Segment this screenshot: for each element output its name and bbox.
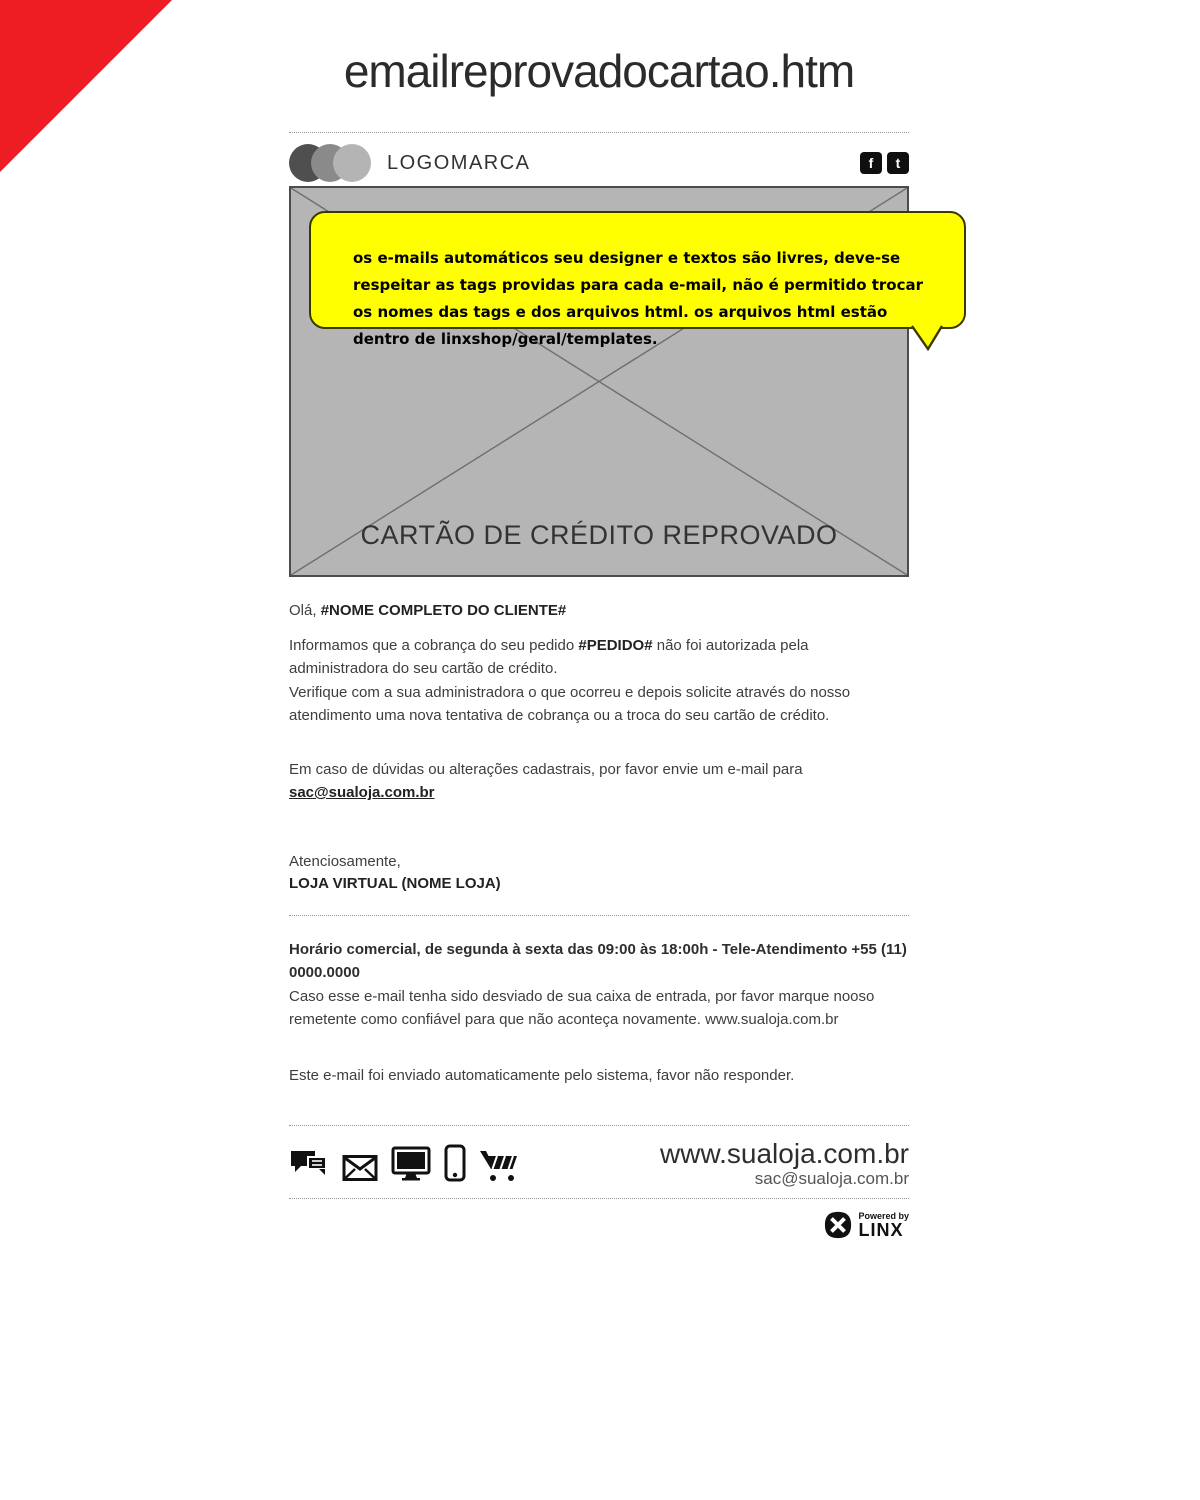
- logo-text: LOGOMARCA: [387, 151, 531, 174]
- body-paragraph: [289, 634, 909, 728]
- ribbon-label: comentado: [0, 178, 106, 284]
- signature-block: [289, 851, 909, 895]
- mail-icon: [342, 1154, 378, 1182]
- facebook-icon[interactable]: f: [860, 152, 882, 174]
- footer-contact: [660, 1139, 909, 1188]
- logo-circle-light: [333, 144, 371, 182]
- powered-text: [858, 1211, 909, 1239]
- p1-before: Informamos que a cobrança do seu pedido: [289, 636, 579, 654]
- footer: [289, 1136, 909, 1190]
- callout-tail-icon: [911, 325, 945, 351]
- divider: [289, 915, 909, 916]
- p1-after: não foi autorizada pela administradora do seu cartão de crédito.: [289, 636, 809, 677]
- powered-by: [289, 1211, 909, 1239]
- linx-logo-icon: [824, 1211, 852, 1239]
- store-signature: LOJA VIRTUAL (NOME LOJA): [289, 874, 501, 892]
- contact-line: [289, 758, 909, 805]
- divider: [289, 1125, 909, 1126]
- twitter-icon[interactable]: t: [887, 152, 909, 174]
- monitor-icon: [391, 1146, 431, 1182]
- phone-icon: [444, 1144, 466, 1182]
- greeting-prefix: Olá,: [289, 602, 321, 619]
- greeting-line: [289, 599, 909, 623]
- linx-brand: LINX: [858, 1220, 904, 1240]
- info-block: [289, 938, 909, 1032]
- spam-notice: Caso esse e-mail tenha sido desviado de sua caixa de entrada, por favor marque nooso remetente como confiável para que não aconteça novamente. www.sualoja.com.br: [289, 987, 875, 1028]
- sac-email-link[interactable]: sac@sualoja.com.br: [289, 784, 435, 801]
- hero-caption: CARTÃO DE CRÉDITO REPROVADO: [360, 520, 838, 550]
- business-hours: Horário comercial, de segunda à sexta das 09:00 às 18:00h - Tele-Atendimento +55 (11) 0000.0000: [289, 940, 907, 981]
- comentado-ribbon: [0, 0, 172, 284]
- logo-circles-icon: [289, 144, 371, 182]
- client-name-tag: #NOME COMPLETO DO CLIENTE#: [320, 602, 567, 619]
- footer-icons: [289, 1144, 519, 1182]
- annotation-callout: [309, 211, 966, 348]
- contact-before: Em caso de dúvidas ou alterações cadastrais, por favor envie um e-mail para: [289, 760, 803, 778]
- page-title: emailreprovadocartao.htm: [343, 45, 855, 97]
- footer-email: sac@sualoja.com.br: [754, 1168, 909, 1188]
- order-tag: #PEDIDO#: [578, 636, 653, 654]
- divider: [289, 1198, 909, 1199]
- hero-image-placeholder: [289, 186, 923, 577]
- email-header: [289, 142, 909, 184]
- auto-reply-note: Este e-mail foi enviado automaticamente pelo sistema, favor não responder.: [289, 1066, 795, 1084]
- powered-by-label: Powered by: [858, 1211, 909, 1221]
- email-template-preview: [289, 0, 923, 1240]
- p2-text: Verifique com a sua administradora o que ocorreu e depois solicite através do nosso atendimento uma nova tentativa de cobrança ou a troca do seu cartão de crédito.: [289, 683, 851, 724]
- divider: [289, 132, 909, 133]
- footer-site-url: www.sualoja.com.br: [660, 1137, 909, 1169]
- annotation-text: os e-mails automáticos seu designer e textos são livres, deve-se respeitar as tags providas para cada e-mail, não é permitido trocar os nomes das tags e dos arquivos html. os arquivos html estão dentro de linxshop/geral/templates.: [353, 249, 923, 348]
- social-links: [860, 152, 909, 174]
- signoff-text: Atenciosamente,: [289, 852, 401, 870]
- chat-icon: [289, 1148, 329, 1182]
- cart-icon: [479, 1148, 519, 1182]
